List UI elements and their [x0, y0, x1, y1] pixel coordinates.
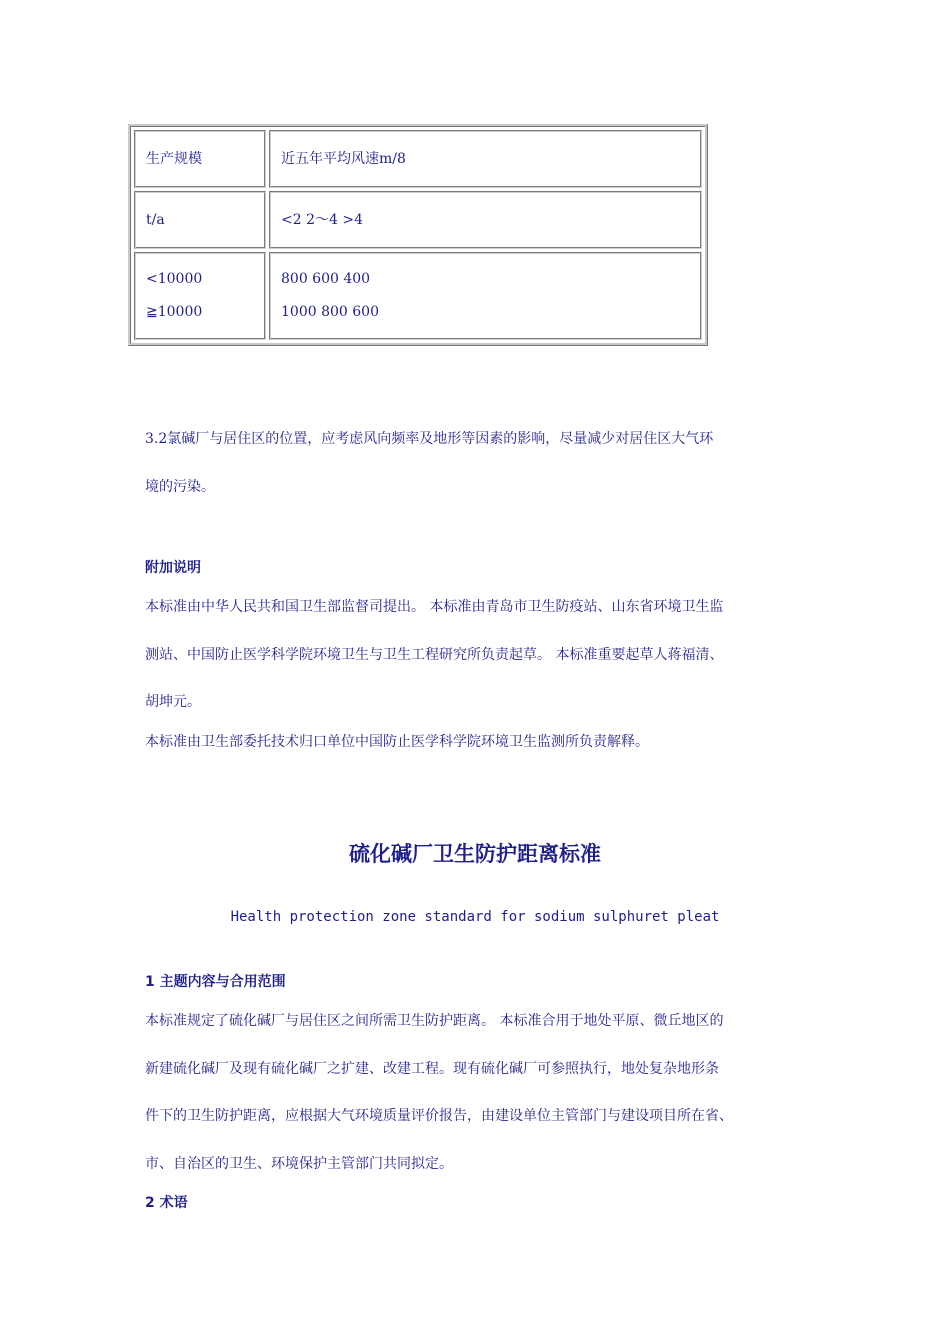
table-cell: [134, 252, 266, 340]
paragraph-line: 境的污染。: [145, 479, 215, 495]
section-heading: 2 术语: [145, 1195, 188, 1211]
table-cell: 生产规模: [134, 130, 266, 188]
table-cell: 近五年平均风速m/8: [269, 130, 702, 188]
document-title: 硫化碱厂卫生防护距离标准: [349, 842, 601, 866]
paragraph-line: 件下的卫生防护距离，应根据大气环境质量评价报告，由建设单位主管部门与建设项目所在省、: [145, 1108, 733, 1124]
paragraph-line: 本标准由中华人民共和国卫生部监督司提出。 本标准由青岛市卫生防疫站、山东省环境卫生监: [145, 599, 724, 615]
table-cell: [269, 252, 702, 340]
document-subtitle: Health protection zone standard for sodium sulphuret pleat: [230, 909, 720, 925]
paragraph-line: 测站、中国防止医学科学院环境卫生与卫生工程研究所负责起草。 本标准重要起草人蒋福清、: [145, 647, 724, 663]
cell-line: ≧10000: [146, 304, 203, 320]
distance-table: [128, 124, 708, 346]
paragraph-line: 本标准由卫生部委托技术归口单位中国防止医学科学院环境卫生监测所负责解释。: [145, 734, 649, 750]
section-heading: 1 主题内容与合用范围: [145, 974, 286, 990]
cell-line: 800 600 400: [281, 271, 371, 287]
cell-line: 1000 800 600: [281, 304, 379, 320]
cell-line: <10000: [146, 271, 203, 287]
paragraph-line: 市、自治区的卫生、环境保护主管部门共同拟定。: [145, 1156, 453, 1172]
paragraph-line: 新建硫化碱厂及现有硫化碱厂之扩建、改建工程。现有硫化碱厂可参照执行，地处复杂地形条: [145, 1061, 719, 1077]
table-row: [134, 130, 702, 188]
table-row: [134, 191, 702, 249]
table-cell: <2 2～4 >4: [269, 191, 702, 249]
table-row: [134, 252, 702, 340]
paragraph-line: 本标准规定了硫化碱厂与居住区之间所需卫生防护距离。 本标准合用于地处平原、微丘地区的: [145, 1013, 724, 1029]
section-heading: 附加说明: [145, 560, 201, 576]
table-cell: t/a: [134, 191, 266, 249]
paragraph-line: 3.2氯碱厂与居住区的位置，应考虑风向频率及地形等因素的影响，尽量减少对居住区大气环: [145, 431, 714, 447]
paragraph-line: 胡坤元。: [145, 694, 201, 710]
